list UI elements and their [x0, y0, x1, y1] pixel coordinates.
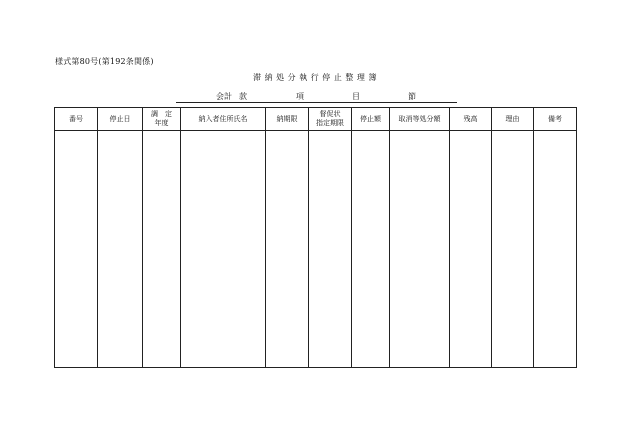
table-cell[interactable]: [98, 131, 143, 368]
column-header: 調 定 年度: [143, 108, 181, 131]
column-header: 納入者住所氏名: [181, 108, 266, 131]
column-header: 停止額: [352, 108, 390, 131]
column-header: 督促状 指定期限: [309, 108, 352, 131]
column-header: 残高: [450, 108, 492, 131]
ledger-table: [54, 107, 577, 368]
column-header: 理由: [492, 108, 534, 131]
table-cell[interactable]: [266, 131, 309, 368]
header-row: [55, 108, 577, 131]
table-cell[interactable]: [450, 131, 492, 368]
column-header: 番号: [55, 108, 98, 131]
table-cell[interactable]: [390, 131, 450, 368]
column-header: 停止日: [98, 108, 143, 131]
table-cell[interactable]: [181, 131, 266, 368]
table-cell[interactable]: [143, 131, 181, 368]
account-kan-label: 款: [239, 92, 247, 101]
table-cell[interactable]: [352, 131, 390, 368]
column-header: 納期限: [266, 108, 309, 131]
table-cell[interactable]: [309, 131, 352, 368]
table-cell[interactable]: [55, 131, 98, 368]
form-label: 様式第80号(第192条関係): [55, 57, 154, 66]
table-row: [55, 131, 577, 368]
account-setsu-label: 節: [408, 92, 416, 101]
table-cell[interactable]: [492, 131, 534, 368]
table-cell[interactable]: [534, 131, 577, 368]
column-header: 備考: [534, 108, 577, 131]
account-kaikei-label: 会計: [216, 92, 232, 101]
account-kou-label: 項: [296, 92, 304, 101]
account-underline: [176, 102, 457, 103]
form-title: 滞 納 処 分 執 行 停 止 整 理 簿: [253, 73, 377, 82]
account-moku-label: 目: [352, 92, 360, 101]
column-header: 取消等処分額: [390, 108, 450, 131]
